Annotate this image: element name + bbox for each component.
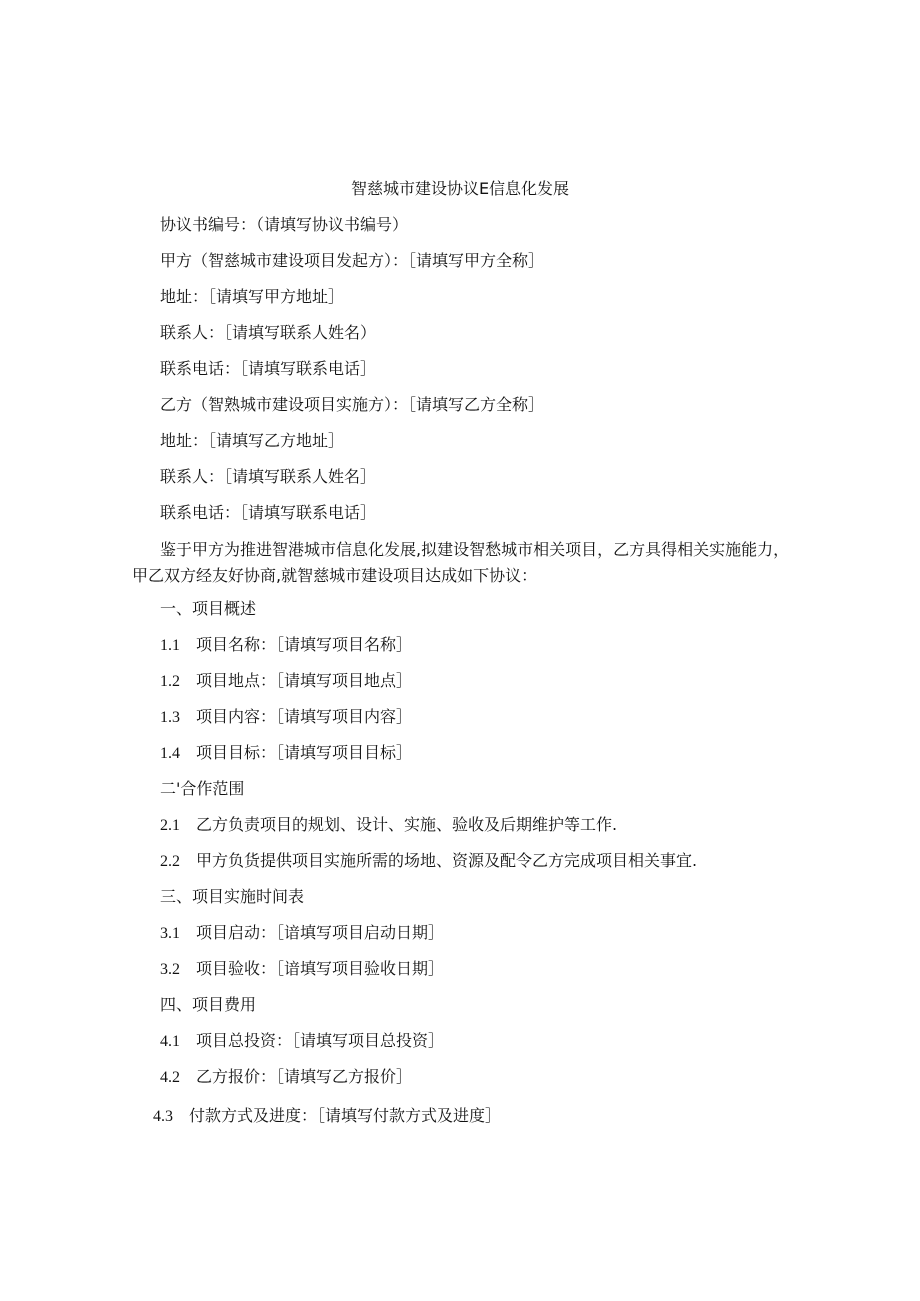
section-heading: 三、项目实施时间表	[160, 887, 305, 906]
clause-number: 4.2	[160, 1069, 180, 1086]
clause-text: 项目地点：［请填写项目地点］	[196, 671, 413, 690]
clause-number: 3.2	[160, 961, 180, 978]
clause-item	[160, 740, 412, 767]
party-b-phone: 联系电话：［请填写联系电话］	[160, 503, 377, 522]
section-heading: 一、项目概述	[160, 599, 257, 618]
clause-item	[160, 956, 444, 983]
clause-text: 付款方式及进度：［请填写付款方式及进度］	[189, 1106, 502, 1125]
clause-item	[153, 1103, 501, 1130]
clause-text: 甲方负货提供项目实施所需的场地、资源及配令乙方完成项目相关事宜.	[196, 851, 698, 870]
intro-paragraph: 鉴于甲方为推进智港城市信息化发展,拟建设智愁城市相关项目，乙方具得相关实施能力，甲乙双方经友好协商,就智慈城市建设项目达成如下协议：	[132, 540, 790, 585]
clause-text: 项目验收：［谙填写项目验收日期］	[196, 959, 445, 978]
party-b-contact: 联系人：［请填写联系人姓名］	[160, 467, 377, 486]
party-b-address: 地址：［请填写乙方地址］	[160, 431, 345, 450]
clause-text: 项目总投资：［请填写项目总投资］	[196, 1031, 445, 1050]
clause-item	[160, 704, 412, 731]
agreement-number: 协议书编号：（请填写协议书编号）	[160, 215, 409, 234]
clause-text: 项目目标：［请填写项目目标］	[196, 743, 413, 762]
clause-number: 4.1	[160, 1033, 180, 1050]
clause-text: 项目名称：［请填写项目名称］	[196, 635, 413, 654]
party-a-name: 甲方（智慈城市建设项目发起方）：［请填写甲方全称］	[160, 251, 545, 270]
clause-text: 项目启动：［谙填写项目启动日期］	[196, 923, 445, 942]
party-a-address: 地址：［请填写甲方地址］	[160, 287, 345, 306]
clause-number: 1.2	[160, 673, 180, 690]
party-b-name: 乙方（智熟城市建设项目实施方）：［请填写乙方全称］	[160, 395, 545, 414]
clause-item	[160, 668, 412, 695]
clause-item	[160, 812, 617, 839]
clause-text: 项目内容：［请填写项目内容］	[196, 707, 413, 726]
clause-number: 2.2	[160, 853, 180, 870]
clause-text: 乙方负责项目的规划、设计、实施、验收及后期维护等工作.	[196, 815, 618, 834]
document-title: 智慈城市建设协议E信息化发展	[350, 179, 570, 198]
clause-number: 2.1	[160, 817, 180, 834]
clause-number: 3.1	[160, 925, 180, 942]
party-a-contact: 联系人：［请填写联系人姓名）	[160, 323, 377, 342]
clause-text: 乙方报价：［请填写乙方报价］	[196, 1067, 413, 1086]
clause-number: 1.4	[160, 745, 180, 762]
clause-item	[160, 1028, 444, 1055]
clause-item	[160, 848, 697, 875]
clause-number: 4.3	[153, 1108, 173, 1125]
section-heading: 二'合作范围	[160, 779, 245, 798]
clause-number: 1.1	[160, 637, 180, 654]
clause-item	[160, 1064, 412, 1091]
clause-item	[160, 920, 444, 947]
party-a-phone: 联系电话：［请填写联系电话］	[160, 359, 377, 378]
clause-item	[160, 632, 412, 659]
clause-number: 1.3	[160, 709, 180, 726]
section-heading: 四、项目费用	[160, 995, 257, 1014]
